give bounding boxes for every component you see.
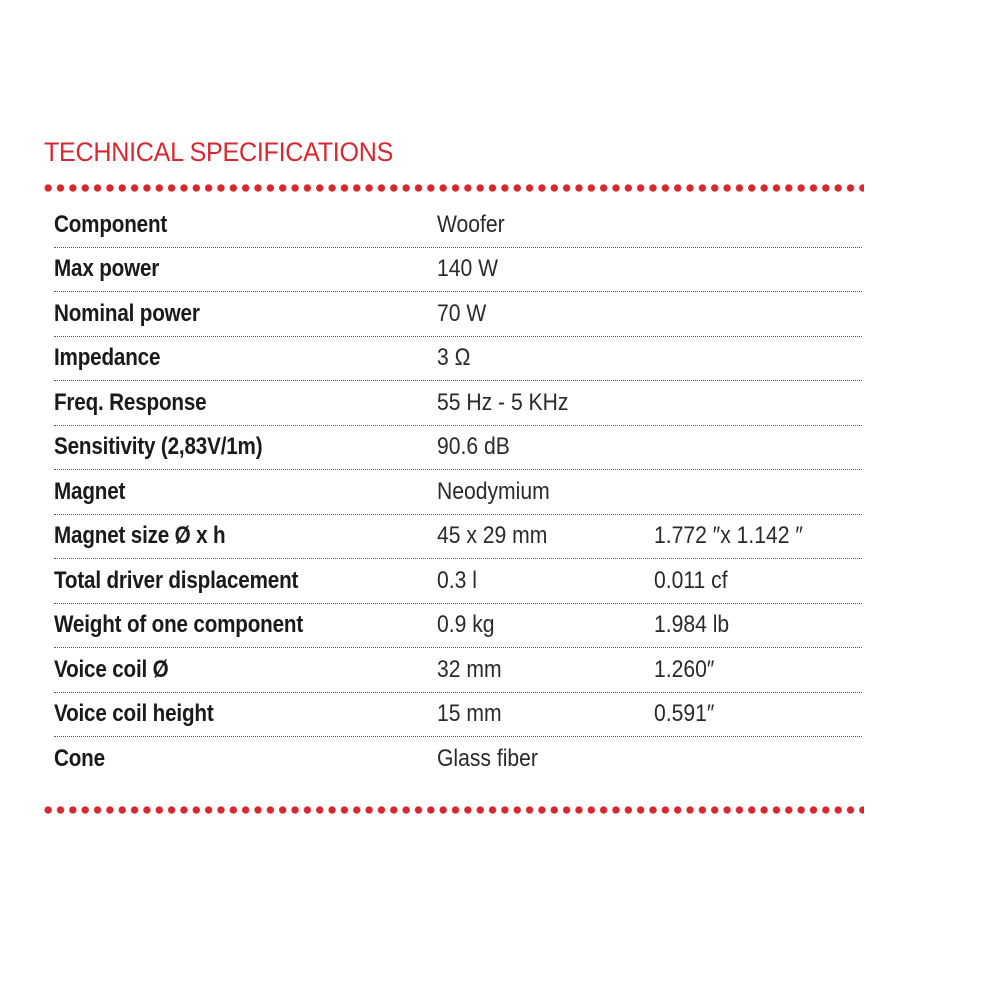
spec-label: Voice coil height (54, 700, 214, 728)
spec-row (54, 381, 862, 426)
spec-row (54, 203, 862, 248)
spec-label: Sensitivity (2,83V/1m) (54, 433, 263, 461)
spec-label: Impedance (54, 344, 161, 372)
spec-metric-value: 55 Hz - 5 KHz (437, 388, 569, 416)
spec-label: Nominal power (54, 299, 200, 327)
spec-label: Weight of one component (54, 611, 304, 639)
technical-specifications-sheet (44, 136, 862, 814)
spec-row (54, 737, 862, 782)
spec-imperial-value: 1.260″ (654, 655, 715, 683)
spec-label: Voice coil Ø (54, 655, 169, 683)
spec-row (54, 648, 862, 693)
spec-row (54, 248, 862, 293)
spec-metric-value: 0.9 kg (437, 611, 495, 639)
spec-imperial-value: 1.984 lb (654, 611, 730, 639)
spec-row (54, 515, 862, 560)
spec-row (54, 337, 862, 382)
spec-label: Magnet size Ø x h (54, 522, 226, 550)
spec-label: Max power (54, 255, 160, 283)
spec-metric-value: 15 mm (437, 700, 502, 728)
spec-label: Magnet (54, 477, 126, 505)
spec-metric-value: 90.6 dB (437, 433, 510, 461)
spec-metric-value: Woofer (437, 210, 505, 238)
bottom-dotted-divider (42, 806, 864, 814)
spec-metric-value: 3 Ω (437, 344, 471, 372)
spec-metric-value: 32 mm (437, 655, 502, 683)
spec-table (54, 203, 862, 782)
spec-row (54, 426, 862, 471)
spec-metric-value: 45 x 29 mm (437, 522, 548, 550)
top-dotted-divider (42, 184, 864, 192)
spec-label: Freq. Response (54, 388, 207, 416)
section-title: TECHNICAL SPECIFICATIONS (44, 137, 394, 167)
spec-label: Cone (54, 745, 105, 773)
spec-label: Total driver displacement (54, 566, 299, 594)
spec-row (54, 693, 862, 738)
spec-label: Component (54, 210, 168, 238)
spec-metric-value: 70 W (437, 299, 487, 327)
spec-row (54, 470, 862, 515)
spec-imperial-value: 0.011 cf (654, 566, 728, 594)
spec-metric-value: 0.3 l (437, 566, 477, 594)
spec-row (54, 604, 862, 649)
spec-imperial-value: 0.591″ (654, 700, 715, 728)
spec-metric-value: Glass fiber (437, 745, 538, 773)
spec-row (54, 559, 862, 604)
spec-row (54, 292, 862, 337)
spec-imperial-value: 1.772 ″x 1.142 ″ (654, 522, 803, 550)
spec-metric-value: Neodymium (437, 477, 550, 505)
spec-metric-value: 140 W (437, 255, 499, 283)
